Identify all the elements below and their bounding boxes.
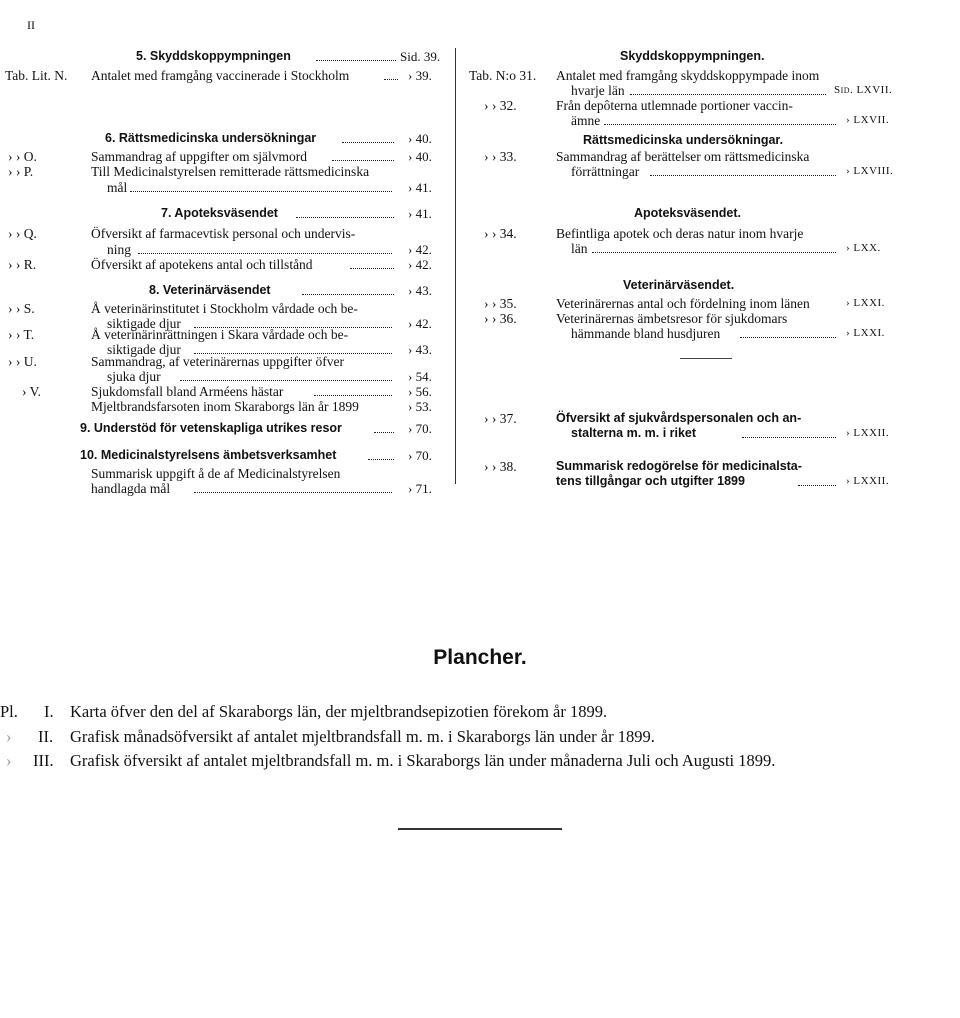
leader-dots — [650, 164, 836, 176]
table-title: Sjukdomsfall bland Arméens hästar — [91, 384, 284, 399]
table-label: › › 38. — [484, 459, 517, 474]
page-ref: › LXVII. — [846, 114, 890, 126]
plate-prefix: › — [6, 727, 12, 746]
page-number: II — [27, 18, 35, 32]
section-heading: 6. Rättsmedicinska undersökningar — [105, 131, 317, 145]
plate-caption: Karta öfver den del af Skaraborgs län, der mjeltbrandsepizotien förekom år 1899. — [70, 702, 608, 721]
leader-dots — [592, 241, 836, 253]
leader-dots — [604, 113, 836, 125]
table-title-cont: förrättningar — [571, 164, 640, 179]
section-heading: Skyddskoppympningen. — [620, 49, 765, 63]
leader-dots — [194, 481, 392, 493]
leader-dots — [342, 131, 394, 143]
table-title-cont: siktigade djur — [107, 316, 181, 331]
table-title: Sammandrag af uppgifter om självmord — [91, 149, 307, 164]
section-heading: 7. Apoteksväsendet — [161, 206, 278, 220]
leader-dots — [314, 384, 392, 396]
table-title: Befintliga apotek och deras natur inom hvarje — [556, 226, 804, 241]
section-heading: 9. Understöd för vetenskapliga utrikes resor — [80, 421, 342, 435]
table-label: › › 36. — [484, 311, 517, 326]
plate-prefix: Pl. — [0, 702, 18, 721]
table-label: › › 37. — [484, 411, 517, 426]
table-title: Antalet med framgång skyddskoppympade inom — [556, 68, 820, 83]
table-title: Antalet med framgång vaccinerade i Stockholm — [91, 68, 350, 83]
table-title-cont: sjuka djur — [107, 369, 161, 384]
page-ref: › LXXI. — [846, 297, 885, 309]
page-ref: Sid. LXVII. — [834, 84, 893, 96]
table-label: › › O. — [8, 149, 37, 164]
section-heading: Veterinärväsendet. — [623, 278, 735, 292]
column-divider — [455, 48, 456, 484]
page-ref: › LXVIII. — [846, 165, 894, 177]
table-title: Veterinärernas antal och fördelning inom länen — [556, 296, 810, 311]
table-title: Sammandrag, af veterinärernas uppgifter öfver — [91, 354, 345, 369]
page-ref: › 70. — [408, 421, 432, 436]
table-title: Öfversikt af farmacevtisk personal och undervis- — [91, 226, 356, 241]
leader-dots — [740, 326, 836, 338]
section-heading: Apoteksväsendet. — [634, 206, 741, 220]
table-title: Öfversikt af sjukvårdspersonalen och an- — [556, 411, 802, 425]
leader-dots — [374, 421, 394, 433]
page-ref: › LXX. — [846, 242, 881, 254]
plate-prefix: › — [6, 751, 12, 770]
leader-dots — [302, 283, 394, 295]
page-ref: › 42. — [408, 257, 432, 272]
table-label: › › 33. — [484, 149, 517, 164]
page-ref: › 40. — [408, 131, 432, 146]
table-title: Från depôterna utlemnade portioner vaccin- — [556, 98, 793, 113]
table-title: Summarisk redogörelse för medicinalsta- — [556, 459, 802, 473]
leader-dots — [130, 180, 392, 192]
page-ref: › 54. — [408, 369, 432, 384]
section-heading: 5. Skyddskoppympningen — [136, 49, 291, 63]
page-ref: › 70. — [408, 448, 432, 463]
table-label: › › Q. — [8, 226, 37, 241]
entry-text-cont: handlagda mål — [91, 481, 171, 496]
section-heading: 8. Veterinärväsendet — [149, 283, 271, 297]
plate-number: III. — [33, 751, 54, 770]
leader-dots — [194, 342, 392, 354]
leader-dots — [384, 68, 398, 80]
plate-caption: Grafisk månadsöfversikt af antalet mjeltbrandsfall m. m. i Skaraborgs län under år 1899. — [70, 727, 655, 746]
section-heading: 10. Medicinalstyrelsens ämbetsverksamhet — [80, 448, 337, 462]
table-title-cont: ning — [107, 242, 132, 257]
table-label: › › R. — [8, 257, 37, 272]
table-title-cont: siktigade djur — [107, 342, 181, 357]
section-heading: Rättsmedicinska undersökningar. — [583, 133, 784, 147]
table-label: › › 32. — [484, 98, 517, 113]
page-ref: › LXXII. — [846, 475, 890, 487]
plate-number: II. — [38, 727, 54, 746]
page-ref: › 56. — [408, 384, 432, 399]
page-ref: › 41. — [408, 206, 432, 221]
table-title: Å veterinärinstitutet i Stockholm vårdade och be- — [91, 301, 358, 316]
page-ref: › 53. — [408, 399, 432, 414]
page-ref: › 71. — [408, 481, 432, 496]
table-label: › V. — [22, 384, 42, 399]
leader-dots — [332, 149, 394, 161]
end-rule — [398, 828, 562, 830]
leader-dots — [630, 83, 826, 95]
table-title: Till Medicinalstyrelsen remitterade rättsmedicinska — [91, 164, 370, 179]
table-title-cont: stalterna m. m. i riket — [571, 426, 697, 440]
leader-dots — [138, 242, 392, 254]
leader-dots — [368, 448, 394, 460]
table-title-cont: hämmande bland husdjuren — [571, 326, 721, 341]
table-label: › › 35. — [484, 296, 517, 311]
table-title: Mjeltbrandsfarsoten inom Skaraborgs län år 1899 — [91, 399, 359, 414]
page-ref: › LXXI. — [846, 327, 885, 339]
table-title-cont: mål — [107, 180, 128, 195]
table-title: Veterinärernas ämbetsresor för sjukdomars — [556, 311, 788, 326]
plate-caption: Grafisk öfversikt af antalet mjeltbrandsfall m. m. i Skaraborgs län under månaderna Juli och Augusti 1899. — [70, 751, 776, 770]
divider-rule — [680, 358, 732, 359]
leader-dots — [296, 206, 394, 218]
table-title-cont: ämne — [571, 113, 601, 128]
table-label: › › P. — [8, 164, 34, 179]
table-title-cont: hvarje län — [571, 83, 625, 98]
leader-dots — [180, 369, 392, 381]
table-title-cont: län — [571, 241, 588, 256]
page-ref: › 43. — [408, 342, 432, 357]
plate-number: I. — [44, 702, 54, 721]
table-label: Tab. Lit. N. — [5, 68, 68, 83]
page-ref: › 41. — [408, 180, 432, 195]
leader-dots — [742, 426, 836, 438]
leader-dots — [316, 49, 396, 61]
leader-dots — [350, 257, 394, 269]
entry-text: Summarisk uppgift å de af Medicinalstyrelsen — [91, 466, 341, 481]
page-ref: › 39. — [408, 68, 432, 83]
page-ref: Sid. 39. — [400, 49, 441, 64]
page-ref: › 43. — [408, 283, 432, 298]
table-label: › › T. — [8, 327, 35, 342]
page-ref: › 40. — [408, 149, 432, 164]
table-label: › › 34. — [484, 226, 517, 241]
plates-title: Plancher. — [433, 646, 527, 669]
table-title-cont: tens tillgångar och utgifter 1899 — [556, 474, 745, 488]
table-label: › › U. — [8, 354, 37, 369]
page-ref: › LXXII. — [846, 427, 890, 439]
page-ref: › 42. — [408, 242, 432, 257]
table-title: Å veterinärinrättningen i Skara vårdade och be- — [91, 327, 349, 342]
table-label: Tab. N:o 31. — [469, 68, 537, 83]
table-title: Sammandrag af berättelser om rättsmedicinska — [556, 149, 810, 164]
leader-dots — [798, 474, 836, 486]
page-ref: › 42. — [408, 316, 432, 331]
table-title: Öfversikt af apotekens antal och tillstånd — [91, 257, 313, 272]
table-label: › › S. — [8, 301, 35, 316]
